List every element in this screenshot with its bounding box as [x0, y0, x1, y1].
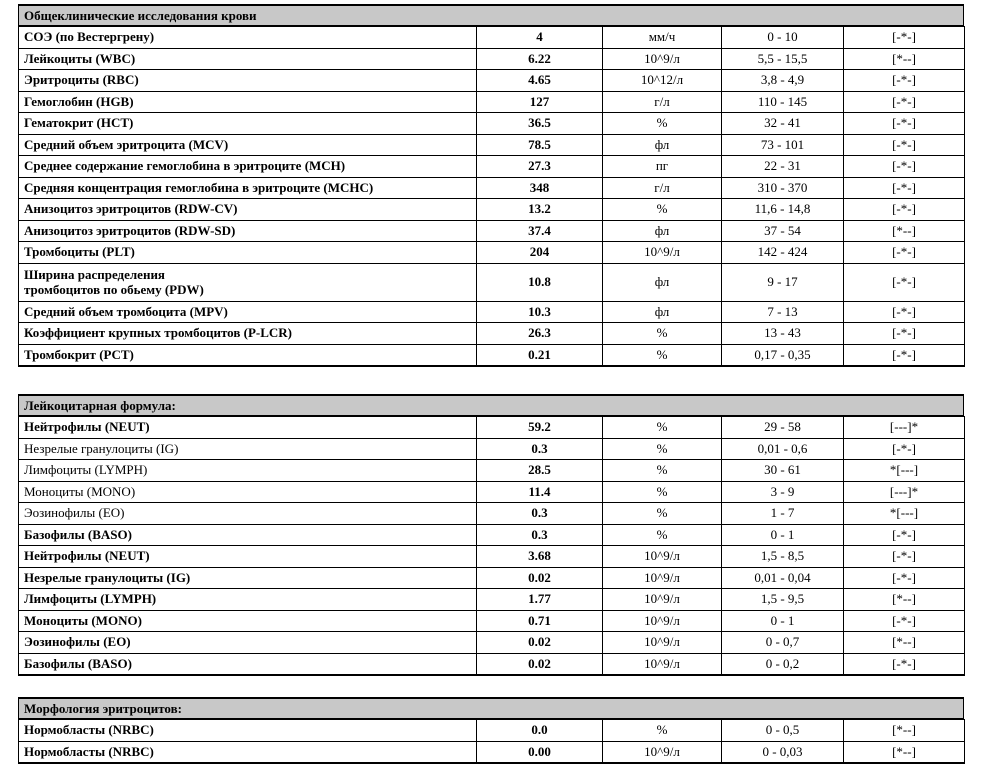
table-row [19, 610, 965, 632]
reference-range: 3 - 9 [722, 481, 844, 503]
unit: г/л [603, 91, 722, 113]
test-name: Лимфоциты (LYMPH) [19, 589, 477, 611]
table-row [19, 567, 965, 589]
reference-range: 37 - 54 [722, 220, 844, 242]
table-row [19, 417, 965, 439]
test-name: Лейкоциты (WBC) [19, 48, 477, 70]
reference-range: 0 - 10 [722, 27, 844, 49]
range-flag: [-*-] [844, 344, 965, 366]
unit: % [603, 720, 722, 742]
range-flag: [-*-] [844, 134, 965, 156]
unit: % [603, 438, 722, 460]
result-value: 0.02 [477, 632, 603, 654]
section-general-blood [18, 4, 964, 367]
unit: 10^12/л [603, 70, 722, 92]
unit: 10^9/л [603, 589, 722, 611]
unit: % [603, 417, 722, 439]
table-row [19, 460, 965, 482]
unit: 10^9/л [603, 48, 722, 70]
range-flag: [-*-] [844, 263, 965, 301]
result-value: 0.3 [477, 524, 603, 546]
reference-range: 9 - 17 [722, 263, 844, 301]
range-flag: [-*-] [844, 546, 965, 568]
unit: % [603, 199, 722, 221]
result-value: 0.02 [477, 653, 603, 675]
range-flag: [*--] [844, 48, 965, 70]
test-name: Нормобласты (NRBC) [19, 741, 477, 763]
unit: % [603, 113, 722, 135]
reference-range: 3,8 - 4,9 [722, 70, 844, 92]
result-value: 6.22 [477, 48, 603, 70]
test-name: Эозинофилы (EO) [19, 503, 477, 525]
range-flag: [---]* [844, 481, 965, 503]
reference-range: 7 - 13 [722, 301, 844, 323]
reference-range: 0 - 0,5 [722, 720, 844, 742]
range-flag: [*--] [844, 220, 965, 242]
table-row [19, 70, 965, 92]
reference-range: 0 - 0,03 [722, 741, 844, 763]
result-value: 10.3 [477, 301, 603, 323]
range-flag: [*--] [844, 632, 965, 654]
result-value: 4 [477, 27, 603, 49]
unit: 10^9/л [603, 632, 722, 654]
range-flag: [-*-] [844, 610, 965, 632]
test-name: Средний объем тромбоцита (MPV) [19, 301, 477, 323]
result-value: 78.5 [477, 134, 603, 156]
range-flag: [---]* [844, 417, 965, 439]
result-value: 1.77 [477, 589, 603, 611]
unit: 10^9/л [603, 567, 722, 589]
test-name: Незрелые гранулоциты (IG) [19, 438, 477, 460]
table-row [19, 503, 965, 525]
section-leukocyte-formula [18, 394, 964, 676]
reference-range: 32 - 41 [722, 113, 844, 135]
test-name: Гематокрит (HCT) [19, 113, 477, 135]
reference-range: 142 - 424 [722, 242, 844, 264]
range-flag: [*--] [844, 589, 965, 611]
range-flag: [-*-] [844, 156, 965, 178]
unit: % [603, 503, 722, 525]
range-flag: [-*-] [844, 438, 965, 460]
unit: г/л [603, 177, 722, 199]
reference-range: 1,5 - 9,5 [722, 589, 844, 611]
result-value: 0.0 [477, 720, 603, 742]
table-row [19, 632, 965, 654]
result-value: 204 [477, 242, 603, 264]
test-name: Нейтрофилы (NEUT) [19, 546, 477, 568]
table-row [19, 524, 965, 546]
test-name: Моноциты (MONO) [19, 610, 477, 632]
test-name: Базофилы (BASO) [19, 653, 477, 675]
reference-range: 11,6 - 14,8 [722, 199, 844, 221]
test-name: Анизоцитоз эритроцитов (RDW-SD) [19, 220, 477, 242]
range-flag: [-*-] [844, 199, 965, 221]
result-value: 28.5 [477, 460, 603, 482]
range-flag: [-*-] [844, 653, 965, 675]
table-row [19, 242, 965, 264]
result-value: 0.21 [477, 344, 603, 366]
section-title: Общеклинические исследования крови [18, 4, 964, 26]
unit: фл [603, 263, 722, 301]
table-row [19, 301, 965, 323]
range-flag: [-*-] [844, 323, 965, 345]
unit: 10^9/л [603, 546, 722, 568]
test-name: Средняя концентрация гемоглобина в эритроците (MCHC) [19, 177, 477, 199]
result-value: 0.3 [477, 438, 603, 460]
test-name: Незрелые гранулоциты (IG) [19, 567, 477, 589]
result-value: 127 [477, 91, 603, 113]
unit: % [603, 323, 722, 345]
reference-range: 73 - 101 [722, 134, 844, 156]
result-value: 37.4 [477, 220, 603, 242]
result-value: 36.5 [477, 113, 603, 135]
reference-range: 13 - 43 [722, 323, 844, 345]
test-name: Лимфоциты (LYMPH) [19, 460, 477, 482]
test-name: Эозинофилы (EO) [19, 632, 477, 654]
unit: фл [603, 134, 722, 156]
table-row [19, 546, 965, 568]
table-row [19, 589, 965, 611]
reference-range: 0,01 - 0,6 [722, 438, 844, 460]
table-row [19, 741, 965, 763]
test-name: Эритроциты (RBC) [19, 70, 477, 92]
range-flag: [-*-] [844, 113, 965, 135]
test-name: Нормобласты (NRBC) [19, 720, 477, 742]
table-row [19, 344, 965, 366]
table-row [19, 323, 965, 345]
test-name: Моноциты (MONO) [19, 481, 477, 503]
range-flag: *[---] [844, 460, 965, 482]
range-flag: [-*-] [844, 177, 965, 199]
unit: мм/ч [603, 27, 722, 49]
table-row [19, 720, 965, 742]
result-value: 0.02 [477, 567, 603, 589]
table-row [19, 27, 965, 49]
test-name: Анизоцитоз эритроцитов (RDW-CV) [19, 199, 477, 221]
range-flag: [*--] [844, 741, 965, 763]
result-value: 11.4 [477, 481, 603, 503]
unit: пг [603, 156, 722, 178]
reference-range: 0 - 1 [722, 524, 844, 546]
table-row [19, 653, 965, 675]
test-name: Среднее содержание гемоглобина в эритроците (MCH) [19, 156, 477, 178]
table-row [19, 481, 965, 503]
test-name: Базофилы (BASO) [19, 524, 477, 546]
unit: % [603, 460, 722, 482]
test-name: Тромбоциты (PLT) [19, 242, 477, 264]
reference-range: 30 - 61 [722, 460, 844, 482]
results-table [18, 416, 965, 676]
reference-range: 0 - 0,2 [722, 653, 844, 675]
results-table [18, 719, 965, 764]
section-title: Морфология эритроцитов: [18, 697, 964, 719]
table-row [19, 134, 965, 156]
table-row [19, 263, 965, 301]
test-name: СОЭ (по Вестергрену) [19, 27, 477, 49]
table-row [19, 220, 965, 242]
reference-range: 0 - 0,7 [722, 632, 844, 654]
unit: % [603, 524, 722, 546]
reference-range: 1 - 7 [722, 503, 844, 525]
range-flag: [-*-] [844, 27, 965, 49]
test-name: Средний объем эритроцита (MCV) [19, 134, 477, 156]
reference-range: 0,01 - 0,04 [722, 567, 844, 589]
reference-range: 22 - 31 [722, 156, 844, 178]
range-flag: [-*-] [844, 301, 965, 323]
result-value: 13.2 [477, 199, 603, 221]
range-flag: [-*-] [844, 567, 965, 589]
unit: 10^9/л [603, 741, 722, 763]
table-row [19, 91, 965, 113]
result-value: 0.71 [477, 610, 603, 632]
range-flag: [*--] [844, 720, 965, 742]
result-value: 0.3 [477, 503, 603, 525]
result-value: 10.8 [477, 263, 603, 301]
range-flag: *[---] [844, 503, 965, 525]
reference-range: 1,5 - 8,5 [722, 546, 844, 568]
range-flag: [-*-] [844, 91, 965, 113]
test-name: Нейтрофилы (NEUT) [19, 417, 477, 439]
result-value: 0.00 [477, 741, 603, 763]
test-name: Коэффициент крупных тромбоцитов (P-LCR) [19, 323, 477, 345]
test-name: Тромбокрит (PCT) [19, 344, 477, 366]
reference-range: 110 - 145 [722, 91, 844, 113]
table-row [19, 177, 965, 199]
unit: 10^9/л [603, 610, 722, 632]
unit: % [603, 481, 722, 503]
unit: % [603, 344, 722, 366]
range-flag: [-*-] [844, 242, 965, 264]
section-title: Лейкоцитарная формула: [18, 394, 964, 416]
unit: фл [603, 220, 722, 242]
test-name: Ширина распределения тромбоцитов по обьему (PDW) [19, 263, 477, 301]
range-flag: [-*-] [844, 524, 965, 546]
reference-range: 0,17 - 0,35 [722, 344, 844, 366]
range-flag: [-*-] [844, 70, 965, 92]
unit: фл [603, 301, 722, 323]
result-value: 4.65 [477, 70, 603, 92]
unit: 10^9/л [603, 242, 722, 264]
unit: 10^9/л [603, 653, 722, 675]
result-value: 348 [477, 177, 603, 199]
result-value: 27.3 [477, 156, 603, 178]
reference-range: 310 - 370 [722, 177, 844, 199]
table-row [19, 199, 965, 221]
reference-range: 29 - 58 [722, 417, 844, 439]
result-value: 3.68 [477, 546, 603, 568]
reference-range: 0 - 1 [722, 610, 844, 632]
reference-range: 5,5 - 15,5 [722, 48, 844, 70]
table-row [19, 113, 965, 135]
table-row [19, 156, 965, 178]
test-name: Гемоглобин (HGB) [19, 91, 477, 113]
results-table [18, 26, 965, 367]
result-value: 26.3 [477, 323, 603, 345]
result-value: 59.2 [477, 417, 603, 439]
table-row [19, 438, 965, 460]
table-row [19, 48, 965, 70]
section-rbc-morphology [18, 697, 964, 764]
